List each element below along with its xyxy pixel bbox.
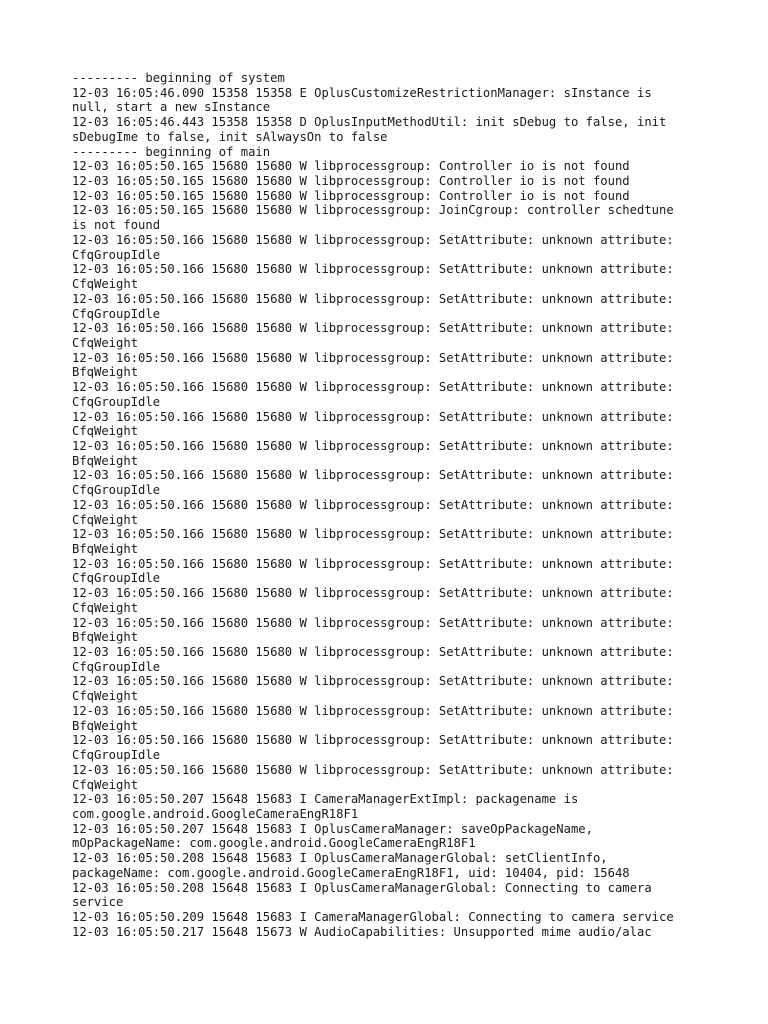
log-line: 12-03 16:05:46.090 15358 15358 E OplusCustomizeRestrictionManager: sInstance is bbox=[72, 85, 652, 100]
log-line: --------- beginning of system bbox=[72, 71, 285, 85]
log-line: CfqWeight bbox=[72, 689, 139, 704]
log-line: CfqGroupIdle bbox=[72, 394, 161, 409]
log-line: CfqGroupIdle bbox=[72, 659, 161, 674]
log-line: BfqWeight bbox=[72, 630, 139, 645]
log-line: 12-03 16:05:50.209 15648 15683 I CameraManagerGlobal: Connecting to camera service bbox=[72, 909, 674, 924]
log-line: 12-03 16:05:50.166 15680 15680 W libprocessgroup: SetAttribute: unknown attribute: bbox=[72, 380, 674, 395]
log-line: 12-03 16:05:50.166 15680 15680 W libprocessgroup: SetAttribute: unknown attribute: bbox=[72, 497, 674, 512]
log-line: CfqWeight bbox=[72, 424, 139, 439]
log-line: 12-03 16:05:50.165 15680 15680 W libprocessgroup: Controller io is not found bbox=[72, 159, 630, 174]
log-line: 12-03 16:05:50.166 15680 15680 W libprocessgroup: SetAttribute: unknown attribute: bbox=[72, 527, 674, 542]
log-line: 12-03 16:05:46.443 15358 15358 D OplusInputMethodUtil: init sDebug to false, init bbox=[72, 115, 667, 130]
log-line: 12-03 16:05:50.207 15648 15683 I OplusCameraManager: saveOpPackageName, bbox=[72, 821, 593, 836]
log-line: 12-03 16:05:50.166 15680 15680 W libprocessgroup: SetAttribute: unknown attribute: bbox=[72, 262, 674, 277]
log-line: com.google.android.GoogleCameraEngR18F1 bbox=[72, 806, 359, 821]
log-line: 12-03 16:05:50.166 15680 15680 W libprocessgroup: SetAttribute: unknown attribute: bbox=[72, 409, 674, 424]
log-line: 12-03 16:05:50.166 15680 15680 W libprocessgroup: SetAttribute: unknown attribute: bbox=[72, 586, 674, 601]
log-line: 12-03 16:05:50.166 15680 15680 W libprocessgroup: SetAttribute: unknown attribute: bbox=[72, 350, 674, 365]
log-line: CfqWeight bbox=[72, 335, 139, 350]
log-line: 12-03 16:05:50.166 15680 15680 W libprocessgroup: SetAttribute: unknown attribute: bbox=[72, 674, 674, 689]
log-line: 12-03 16:05:50.166 15680 15680 W libprocessgroup: SetAttribute: unknown attribute: bbox=[72, 733, 674, 748]
log-line: 12-03 16:05:50.166 15680 15680 W libprocessgroup: SetAttribute: unknown attribute: bbox=[72, 556, 674, 571]
log-line: 12-03 16:05:50.207 15648 15683 I CameraManagerExtImpl: packagename is bbox=[72, 792, 579, 807]
log-line: sDebugIme to false, init sAlwaysOn to false bbox=[72, 129, 388, 144]
log-line: is not found bbox=[72, 218, 161, 233]
log-line: 12-03 16:05:50.166 15680 15680 W libprocessgroup: SetAttribute: unknown attribute: bbox=[72, 291, 674, 306]
log-line: 12-03 16:05:50.166 15680 15680 W libprocessgroup: SetAttribute: unknown attribute: bbox=[72, 645, 674, 660]
log-line: packageName: com.google.android.GoogleCameraEngR18F1, uid: 10404, pid: 15648 bbox=[72, 865, 630, 880]
log-line: CfqWeight bbox=[72, 277, 139, 292]
log-line: CfqWeight bbox=[72, 512, 139, 527]
log-line: 12-03 16:05:50.165 15680 15680 W libprocessgroup: Controller io is not found bbox=[72, 188, 630, 203]
log-line: 12-03 16:05:50.166 15680 15680 W libprocessgroup: SetAttribute: unknown attribute: bbox=[72, 438, 674, 453]
log-line: BfqWeight bbox=[72, 365, 139, 380]
log-line: 12-03 16:05:50.165 15680 15680 W libprocessgroup: JoinCgroup: controller schedtune bbox=[72, 203, 674, 218]
log-line: --------- beginning of main bbox=[72, 144, 271, 159]
log-line: service bbox=[72, 895, 124, 910]
log-line: 12-03 16:05:50.166 15680 15680 W libprocessgroup: SetAttribute: unknown attribute: bbox=[72, 762, 674, 777]
log-line: CfqGroupIdle bbox=[72, 306, 161, 321]
log-line: BfqWeight bbox=[72, 718, 139, 733]
log-line: 12-03 16:05:50.166 15680 15680 W libprocessgroup: SetAttribute: unknown attribute: bbox=[72, 703, 674, 718]
log-line: 12-03 16:05:50.166 15680 15680 W libprocessgroup: SetAttribute: unknown attribute: bbox=[72, 468, 674, 483]
log-line: null, start a new sInstance bbox=[72, 100, 271, 115]
log-line: CfqGroupIdle bbox=[72, 748, 161, 763]
log-line: 12-03 16:05:50.165 15680 15680 W libprocessgroup: Controller io is not found bbox=[72, 174, 630, 189]
log-body bbox=[72, 71, 702, 939]
log-line: CfqGroupIdle bbox=[72, 483, 161, 498]
log-line: 12-03 16:05:50.217 15648 15673 W AudioCapabilities: Unsupported mime audio/alac bbox=[72, 924, 652, 939]
log-line: BfqWeight bbox=[72, 453, 139, 468]
log-line: 12-03 16:05:50.208 15648 15683 I OplusCameraManagerGlobal: setClientInfo, bbox=[72, 851, 608, 866]
log-document bbox=[72, 71, 702, 939]
log-line: 12-03 16:05:50.166 15680 15680 W libprocessgroup: SetAttribute: unknown attribute: bbox=[72, 321, 674, 336]
log-line: 12-03 16:05:50.166 15680 15680 W libprocessgroup: SetAttribute: unknown attribute: bbox=[72, 615, 674, 630]
log-line: 12-03 16:05:50.208 15648 15683 I OplusCameraManagerGlobal: Connecting to camera bbox=[72, 880, 652, 895]
log-line: CfqGroupIdle bbox=[72, 247, 161, 262]
log-line: BfqWeight bbox=[72, 542, 139, 556]
log-line: 12-03 16:05:50.166 15680 15680 W libprocessgroup: SetAttribute: unknown attribute: bbox=[72, 232, 674, 247]
log-line: mOpPackageName: com.google.android.GoogleCameraEngR18F1 bbox=[72, 836, 476, 851]
log-line: CfqWeight bbox=[72, 777, 139, 792]
log-line: CfqWeight bbox=[72, 600, 139, 615]
log-line: CfqGroupIdle bbox=[72, 571, 161, 586]
